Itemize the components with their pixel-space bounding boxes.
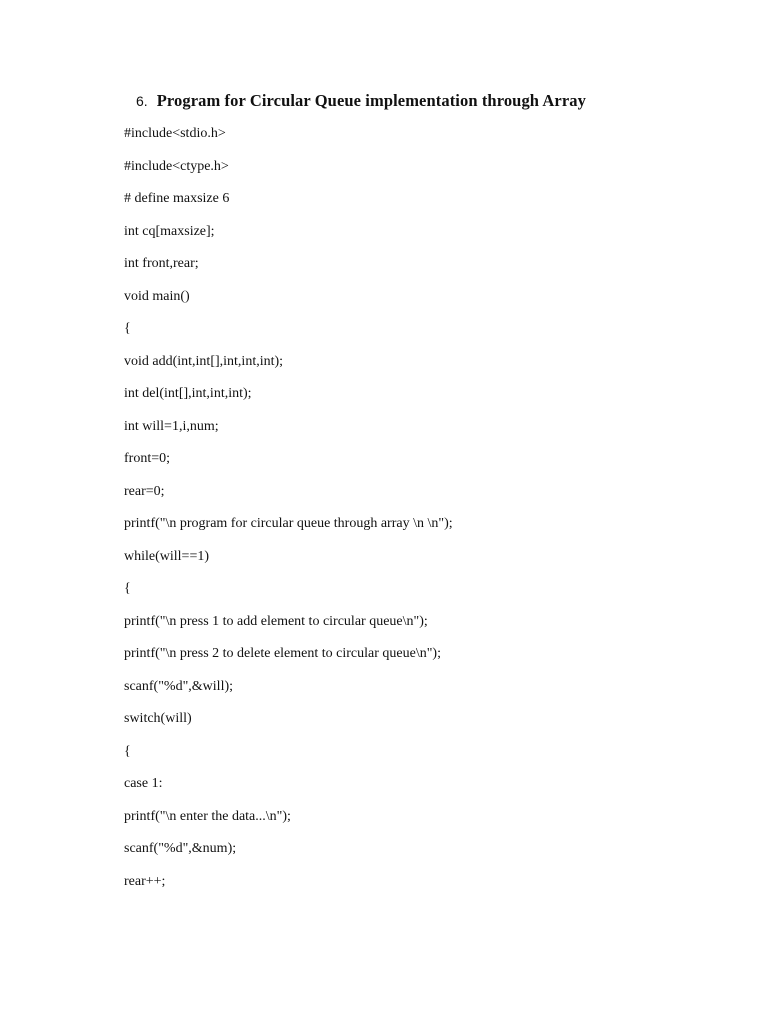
code-line: printf("\n press 1 to add element to circular queue\n");	[124, 613, 428, 629]
code-line: scanf("%d",&will);	[124, 678, 234, 694]
code-line: rear++;	[124, 873, 166, 889]
section-title: Program for Circular Queue implementation through Array	[156, 91, 586, 110]
code-line: printf("\n press 2 to delete element to circular queue\n");	[124, 646, 441, 661]
code-line: {	[124, 581, 131, 596]
code-line: int cq[maxsize];	[124, 223, 215, 239]
code-line: {	[124, 321, 131, 336]
code-line: scanf("%d",&num);	[124, 841, 237, 856]
code-line: front=0;	[124, 451, 170, 466]
code-line: int front,rear;	[124, 256, 199, 271]
code-line: printf("\n enter the data...\n");	[124, 808, 291, 824]
code-listing	[124, 122, 453, 902]
code-line: # define maxsize 6	[124, 191, 230, 206]
code-line: rear=0;	[124, 483, 165, 499]
code-line: printf("\n program for circular queue through array \n \n");	[124, 516, 453, 531]
code-line: void add(int,int[],int,int,int);	[124, 353, 284, 369]
code-line: #include<ctype.h>	[124, 158, 229, 174]
code-line: {	[124, 743, 131, 759]
code-line: void main()	[124, 288, 190, 304]
section-heading	[136, 89, 586, 113]
code-line: while(will==1)	[124, 548, 209, 564]
code-line: int will=1,i,num;	[124, 418, 219, 434]
code-line: int del(int[],int,int,int);	[124, 386, 252, 401]
section-number: 6.	[136, 93, 148, 109]
code-line: case 1:	[124, 776, 163, 791]
code-line: switch(will)	[124, 711, 192, 726]
code-line: #include<stdio.h>	[124, 126, 226, 141]
